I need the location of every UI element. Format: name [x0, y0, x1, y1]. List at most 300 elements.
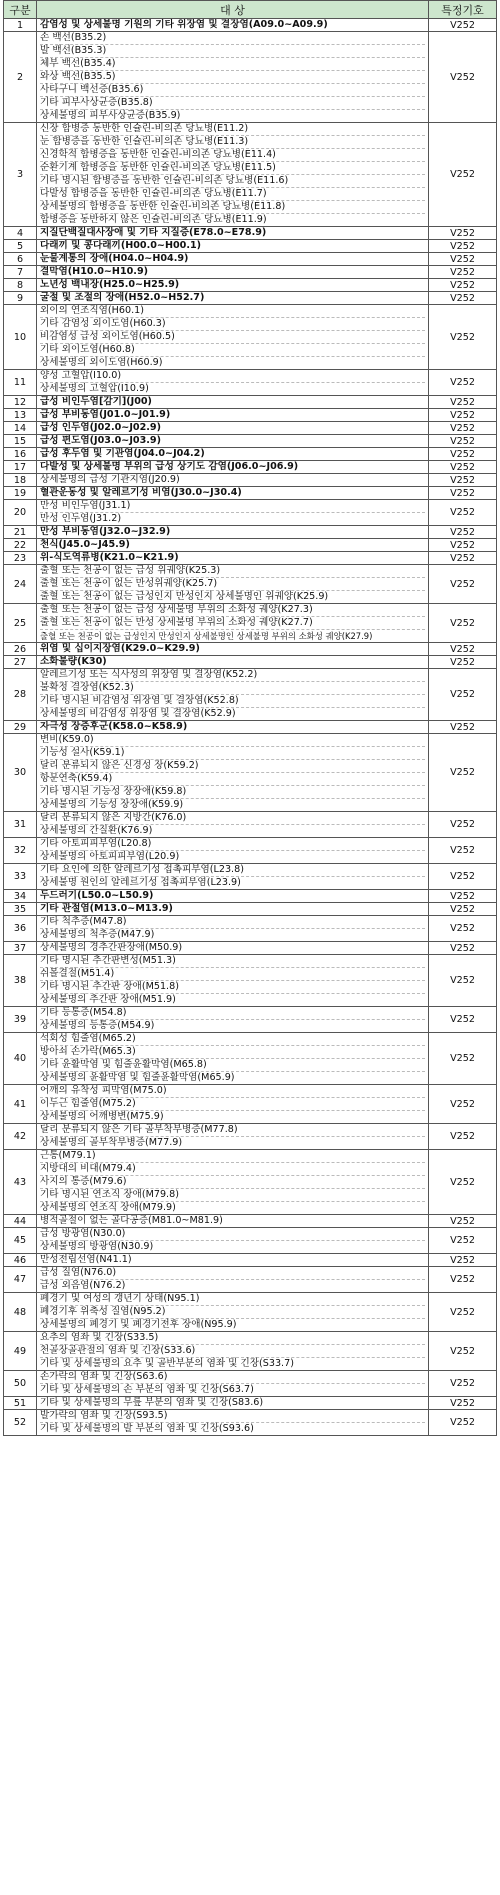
row-code: V252: [429, 604, 497, 643]
table-row: [4, 1085, 497, 1124]
row-code: V252: [429, 474, 497, 487]
row-number: 34: [4, 890, 37, 903]
target-item: 만성 비인두염(J31.1): [40, 500, 131, 511]
target-item: 만성전립선염(N41.1): [40, 1254, 132, 1265]
row-target: [37, 1332, 429, 1371]
table-row: [4, 409, 497, 422]
target-item: 손가락의 염좌 및 긴장(S63.6): [40, 1371, 168, 1382]
table-row: [4, 279, 497, 292]
target-item: 기타 명시된 비감염성 위장염 및 결장염(K52.8): [40, 694, 425, 707]
target-item: 상세불명의 아토피피부염(L20.9): [40, 850, 425, 863]
row-code: V252: [429, 656, 497, 669]
row-target: [37, 1293, 429, 1332]
row-number: 29: [4, 721, 37, 734]
target-item: 급성 비인두염[감기](J00): [40, 396, 152, 407]
row-number: 44: [4, 1215, 37, 1228]
row-number: 1: [4, 19, 37, 32]
table-row: [4, 552, 497, 565]
table-row: [4, 461, 497, 474]
target-item: 상세불명의 척추증(M47.9): [40, 928, 425, 941]
row-code: V252: [429, 240, 497, 253]
table-row: [4, 1371, 497, 1397]
row-code: V252: [429, 552, 497, 565]
target-item: 외이의 연조직염(H60.1): [40, 305, 144, 316]
target-item: 상세불명의 윤활막염 및 힘줄윤활막염(M65.9): [40, 1071, 425, 1084]
target-item: 상세불명의 폐경기 및 폐경기전후 장애(N95.9): [40, 1318, 425, 1331]
row-code: V252: [429, 955, 497, 1007]
row-code: V252: [429, 370, 497, 396]
target-item: 기타 명시된 추간판 장애(M51.8): [40, 980, 425, 993]
target-item: 사지의 통증(M79.6): [40, 1175, 425, 1188]
target-item: 기타 명시된 연조직 장애(M79.8): [40, 1188, 425, 1201]
target-item: 기타 및 상세불명의 요추 및 골반부분의 염좌 및 긴장(S33.7): [40, 1357, 425, 1370]
row-number: 38: [4, 955, 37, 1007]
row-code: V252: [429, 279, 497, 292]
row-target: [37, 396, 429, 409]
table-row: [4, 253, 497, 266]
target-item: 감염성 및 상세불명 기원의 기타 위장염 및 결장염(A09.0~A09.9): [40, 19, 328, 30]
row-target: [37, 734, 429, 812]
row-code: V252: [429, 1254, 497, 1267]
target-item: 와상 백선(B35.5): [40, 70, 425, 83]
table-row: [4, 474, 497, 487]
target-item: 기타 감염성 외이도염(H60.3): [40, 317, 425, 330]
table-row: [4, 838, 497, 864]
row-target: [37, 474, 429, 487]
row-number: 21: [4, 526, 37, 539]
header-no: 구분: [4, 1, 37, 19]
row-code: V252: [429, 422, 497, 435]
row-code: V252: [429, 1033, 497, 1085]
row-code: V252: [429, 734, 497, 812]
row-target: [37, 812, 429, 838]
table-row: [4, 370, 497, 396]
target-item: 기타 요인에 의한 알레르기성 접촉피부염(L23.8): [40, 864, 244, 875]
row-code: V252: [429, 1007, 497, 1033]
target-item: 상세불명의 어깨병변(M75.9): [40, 1110, 425, 1123]
row-number: 8: [4, 279, 37, 292]
target-item: 노년성 백내장(H25.0~H25.9): [40, 279, 180, 290]
row-code: V252: [429, 890, 497, 903]
target-item: 상세불명의 간질환(K76.9): [40, 824, 425, 837]
target-item: 기타 아토피피부염(L20.8): [40, 838, 152, 849]
target-item: 위-식도역류병(K21.0~K21.9): [40, 552, 179, 563]
row-target: [37, 240, 429, 253]
row-code: V252: [429, 409, 497, 422]
row-code: V252: [429, 32, 497, 123]
row-target: [37, 552, 429, 565]
row-code: V252: [429, 539, 497, 552]
table-row: [4, 1033, 497, 1085]
row-number: 25: [4, 604, 37, 643]
target-item: 발가락의 염좌 및 긴장(S93.5): [40, 1410, 168, 1421]
row-code: V252: [429, 227, 497, 240]
table-row: [4, 448, 497, 461]
row-target: [37, 292, 429, 305]
row-number: 16: [4, 448, 37, 461]
target-item: 상세불명 원인의 알레르기성 접촉피부염(L23.9): [40, 876, 425, 889]
target-item: 출혈 또는 천공이 없는 급성인지 만성인지 상세불명인 상세불명 부위의 소화성 궤양(K27.9): [40, 629, 425, 642]
target-item: 요추의 염좌 및 긴장(S33.5): [40, 1332, 159, 1343]
row-number: 22: [4, 539, 37, 552]
target-item: 기타 및 상세불명의 발 부분의 염좌 및 긴장(S93.6): [40, 1422, 425, 1435]
target-item: 출혈 또는 천공이 없는 급성 상세불명 부위의 소화성 궤양(K27.3): [40, 604, 313, 615]
row-code: V252: [429, 1293, 497, 1332]
target-item: 양성 고혈압(I10.0): [40, 370, 122, 381]
row-number: 43: [4, 1150, 37, 1215]
row-number: 26: [4, 643, 37, 656]
row-target: [37, 1124, 429, 1150]
target-item: 출혈 또는 천공이 없는 만성 상세불명 부위의 소화성 궤양(K27.7): [40, 616, 425, 629]
row-number: 23: [4, 552, 37, 565]
row-code: V252: [429, 1397, 497, 1410]
row-target: [37, 1267, 429, 1293]
target-item: 사타구니 백선증(B35.6): [40, 83, 425, 96]
table-row: [4, 422, 497, 435]
target-item: 상세불명의 합병증을 동반한 인슐린-비의존 당뇨병(E11.8): [40, 200, 425, 213]
row-number: 37: [4, 942, 37, 955]
row-code: V252: [429, 903, 497, 916]
target-item: 만성 인두염(J31.2): [40, 512, 425, 525]
row-number: 4: [4, 227, 37, 240]
table-row: [4, 864, 497, 890]
row-number: 47: [4, 1267, 37, 1293]
row-target: [37, 32, 429, 123]
table-row: [4, 955, 497, 1007]
row-number: 11: [4, 370, 37, 396]
table-row: [4, 396, 497, 409]
row-number: 46: [4, 1254, 37, 1267]
target-item: 만성 부비동염(J32.0~J32.9): [40, 526, 171, 537]
row-target: [37, 422, 429, 435]
row-number: 39: [4, 1007, 37, 1033]
row-number: 49: [4, 1332, 37, 1371]
row-code: V252: [429, 838, 497, 864]
row-code: V252: [429, 565, 497, 604]
table-row: [4, 240, 497, 253]
header-code: 특정기호: [429, 1, 497, 19]
table-row: [4, 435, 497, 448]
target-item: 상세불명의 연조직 장애(M79.9): [40, 1201, 425, 1214]
row-target: [37, 227, 429, 240]
row-target: [37, 838, 429, 864]
target-item: 불확정 결장염(K52.3): [40, 681, 425, 694]
target-item: 알레르기성 또는 식사성의 위장염 및 결장염(K52.2): [40, 669, 258, 680]
target-item: 상세불명의 피부사상균증(B35.9): [40, 109, 425, 122]
table-row: [4, 266, 497, 279]
row-number: 40: [4, 1033, 37, 1085]
row-target: [37, 565, 429, 604]
table-row: [4, 305, 497, 370]
row-target: [37, 916, 429, 942]
table-row: [4, 916, 497, 942]
target-item: 눈물계통의 장애(H04.0~H04.9): [40, 253, 189, 264]
row-target: [37, 1410, 429, 1436]
target-item: 신장 합병증 동반한 인슐린-비의존 당뇨병(E11.2): [40, 123, 249, 134]
row-target: [37, 864, 429, 890]
row-number: 30: [4, 734, 37, 812]
target-item: 체부 백선(B35.4): [40, 57, 425, 70]
target-item: 손 백선(B35.2): [40, 32, 107, 43]
table-row: [4, 487, 497, 500]
target-item: 출혈 또는 천공이 없는 급성 위궤양(K25.3): [40, 565, 221, 576]
table-row: [4, 292, 497, 305]
row-number: 6: [4, 253, 37, 266]
target-item: 상세불명의 추간판 장애(M51.9): [40, 993, 425, 1006]
row-code: V252: [429, 266, 497, 279]
table-row: [4, 656, 497, 669]
target-item: 기타 명시된 합병증을 동반한 인슐린-비의존 당뇨병(E11.6): [40, 174, 425, 187]
table-row: [4, 1332, 497, 1371]
row-number: 48: [4, 1293, 37, 1332]
target-item: 천골장골관절의 염좌 및 긴장(S33.6): [40, 1344, 425, 1357]
table-row: [4, 890, 497, 903]
row-code: V252: [429, 123, 497, 227]
row-target: [37, 604, 429, 643]
target-item: 기타 및 상세불명의 무릎 부분의 염좌 및 긴장(S83.6): [40, 1397, 264, 1408]
table-row: [4, 19, 497, 32]
target-item: 소화불량(K30): [40, 656, 107, 667]
row-target: [37, 461, 429, 474]
target-item: 폐경기 및 여성의 갱년기 상태(N95.1): [40, 1293, 200, 1304]
row-code: V252: [429, 435, 497, 448]
row-code: V252: [429, 669, 497, 721]
target-item: 상세불명의 경추간판장애(M50.9): [40, 942, 183, 953]
row-target: [37, 903, 429, 916]
target-item: 발 백선(B35.3): [40, 44, 425, 57]
target-item: 혈관운동성 및 알레르기성 비염(J30.0~J30.4): [40, 487, 242, 498]
table-row: [4, 500, 497, 526]
target-item: 눈 합병증을 동반한 인슐린-비의존 당뇨병(E11.3): [40, 135, 425, 148]
row-code: V252: [429, 487, 497, 500]
target-item: 순환기계 합병증을 동반한 인슐린-비의존 당뇨병(E11.5): [40, 161, 425, 174]
target-item: 급성 질염(N76.0): [40, 1267, 117, 1278]
table-row: [4, 1150, 497, 1215]
row-code: V252: [429, 916, 497, 942]
row-target: [37, 1085, 429, 1124]
target-item: 결막염(H10.0~H10.9): [40, 266, 149, 277]
target-item: 이두근 힘줄염(M75.2): [40, 1097, 425, 1110]
row-number: 24: [4, 565, 37, 604]
row-number: 18: [4, 474, 37, 487]
row-number: 7: [4, 266, 37, 279]
row-number: 32: [4, 838, 37, 864]
row-code: V252: [429, 500, 497, 526]
row-code: V252: [429, 253, 497, 266]
table-row: [4, 123, 497, 227]
row-target: [37, 19, 429, 32]
target-item: 출혈 또는 천공이 없는 만성위궤양(K25.7): [40, 577, 425, 590]
target-item: 위염 및 십이지장염(K29.0~K29.9): [40, 643, 200, 654]
target-item: 달리 분류되지 않은 지방간(K76.0): [40, 812, 187, 823]
table-row: [4, 1410, 497, 1436]
row-number: 2: [4, 32, 37, 123]
target-item: 기타 관절염(M13.0~M13.9): [40, 903, 173, 914]
table-row: [4, 1215, 497, 1228]
row-target: [37, 448, 429, 461]
target-item: 어깨의 유착성 피막염(M75.0): [40, 1085, 167, 1096]
row-code: V252: [429, 721, 497, 734]
row-code: V252: [429, 305, 497, 370]
table-row: [4, 903, 497, 916]
target-item: 방아쇠 손가락(M65.3): [40, 1045, 425, 1058]
target-item: 달리 분류되지 않은 기타 골부착부병증(M77.8): [40, 1124, 238, 1135]
row-code: V252: [429, 396, 497, 409]
row-number: 3: [4, 123, 37, 227]
row-code: V252: [429, 461, 497, 474]
row-number: 20: [4, 500, 37, 526]
row-target: [37, 1228, 429, 1254]
row-target: [37, 500, 429, 526]
target-item: 급성 후두염 및 기관염(J04.0~J04.2): [40, 448, 205, 459]
row-target: [37, 1254, 429, 1267]
row-code: V252: [429, 1410, 497, 1436]
row-code: V252: [429, 864, 497, 890]
target-item: 급성 인두염(J02.0~J02.9): [40, 422, 161, 433]
target-item: 천식(J45.0~J45.9): [40, 539, 130, 550]
row-code: V252: [429, 643, 497, 656]
target-item: 상세불명의 급성 기관지염(J20.9): [40, 474, 180, 485]
table-row: [4, 669, 497, 721]
table-row: [4, 1397, 497, 1410]
table-row: [4, 539, 497, 552]
row-number: 45: [4, 1228, 37, 1254]
row-number: 17: [4, 461, 37, 474]
row-target: [37, 1371, 429, 1397]
row-target: [37, 656, 429, 669]
row-target: [37, 942, 429, 955]
table-row: [4, 604, 497, 643]
target-item: 신경학적 합병증을 동반한 인슐린-비의존 당뇨병(E11.4): [40, 148, 425, 161]
row-code: V252: [429, 1267, 497, 1293]
row-target: [37, 487, 429, 500]
target-item: 기타 및 상세불명의 손 부분의 염좌 및 긴장(S63.7): [40, 1383, 425, 1396]
target-item: 합병증을 동반하지 않은 인슐린-비의존 당뇨병(E11.9): [40, 213, 425, 226]
row-target: [37, 539, 429, 552]
target-item: 상세불명의 비감염성 위장염 및 결장염(K52.9): [40, 707, 425, 720]
row-target: [37, 1215, 429, 1228]
target-item: 상세불명의 기능성 장장애(K59.9): [40, 798, 425, 811]
row-code: V252: [429, 1371, 497, 1397]
row-number: 50: [4, 1371, 37, 1397]
table-row: [4, 812, 497, 838]
row-target: [37, 279, 429, 292]
target-item: 급성 편도염(J03.0~J03.9): [40, 435, 161, 446]
target-item: 기타 피부사상균증(B35.8): [40, 96, 425, 109]
table-row: [4, 1293, 497, 1332]
row-target: [37, 890, 429, 903]
row-number: 42: [4, 1124, 37, 1150]
row-number: 35: [4, 903, 37, 916]
table-row: [4, 1254, 497, 1267]
row-number: 33: [4, 864, 37, 890]
table-row: [4, 1228, 497, 1254]
target-item: 급성 외음염(N76.2): [40, 1279, 425, 1292]
row-target: [37, 721, 429, 734]
row-number: 14: [4, 422, 37, 435]
row-target: [37, 526, 429, 539]
target-item: 굴절 및 조절의 장애(H52.0~H52.7): [40, 292, 205, 303]
row-target: [37, 370, 429, 396]
target-item: 기능성 설사(K59.1): [40, 746, 425, 759]
row-target: [37, 669, 429, 721]
row-code: V252: [429, 19, 497, 32]
row-number: 31: [4, 812, 37, 838]
target-item: 기타 척추증(M47.8): [40, 916, 127, 927]
table-row: [4, 942, 497, 955]
table-header: [4, 1, 497, 19]
target-item: 상세불명의 등통증(M54.9): [40, 1019, 425, 1032]
target-item: 상세불명의 방광염(N30.9): [40, 1240, 425, 1253]
target-item: 상세불명의 골부착부병증(M77.9): [40, 1136, 425, 1149]
row-number: 5: [4, 240, 37, 253]
target-item: 병적골절이 없는 골다공증(M81.0~M81.9): [40, 1215, 223, 1226]
target-item: 상세불명의 고혈압(I10.9): [40, 382, 425, 395]
target-item: 변비(K59.0): [40, 734, 94, 745]
row-target: [37, 1150, 429, 1215]
row-number: 36: [4, 916, 37, 942]
table-row: [4, 526, 497, 539]
target-item: 급성 방광염(N30.0): [40, 1228, 126, 1239]
row-code: V252: [429, 812, 497, 838]
target-item: 다발성 및 상세불명 부위의 급성 상기도 감염(J06.0~J06.9): [40, 461, 299, 472]
target-item: 출혈 또는 천공이 없는 급성인지 만성인지 상세불명인 위궤양(K25.9): [40, 590, 425, 603]
target-item: 달리 분류되지 않은 신경성 장(K59.2): [40, 759, 425, 772]
table-row: [4, 565, 497, 604]
target-item: 기타 명시된 기능성 장장애(K59.8): [40, 785, 425, 798]
row-code: V252: [429, 1332, 497, 1371]
row-target: [37, 253, 429, 266]
table-row: [4, 1267, 497, 1293]
row-target: [37, 643, 429, 656]
table-row: [4, 734, 497, 812]
table-row: [4, 32, 497, 123]
row-target: [37, 955, 429, 1007]
target-item: 기타 외이도염(H60.8): [40, 343, 425, 356]
target-item: 비감염성 급성 외이도염(H60.5): [40, 330, 425, 343]
row-number: 9: [4, 292, 37, 305]
header-target: 대 상: [37, 1, 429, 19]
row-code: V252: [429, 526, 497, 539]
target-item: 다발성 합병증을 동반한 인슐린-비의존 당뇨병(E11.7): [40, 187, 425, 200]
row-number: 28: [4, 669, 37, 721]
row-number: 52: [4, 1410, 37, 1436]
table-row: [4, 1124, 497, 1150]
row-target: [37, 1033, 429, 1085]
row-number: 41: [4, 1085, 37, 1124]
table-row: [4, 643, 497, 656]
row-target: [37, 266, 429, 279]
target-item: 두드러기(L50.0~L50.9): [40, 890, 154, 901]
row-code: V252: [429, 292, 497, 305]
target-item: 지질단백질대사장애 및 기타 지질증(E78.0~E78.9): [40, 227, 267, 238]
table-row: [4, 227, 497, 240]
row-target: [37, 1397, 429, 1410]
row-number: 19: [4, 487, 37, 500]
row-code: V252: [429, 942, 497, 955]
target-item: 항문연축(K59.4): [40, 772, 425, 785]
target-item: 쉬몰결절(M51.4): [40, 967, 425, 980]
target-item: 급성 부비동염(J01.0~J01.9): [40, 409, 171, 420]
row-number: 15: [4, 435, 37, 448]
row-code: V252: [429, 1215, 497, 1228]
row-code: V252: [429, 1124, 497, 1150]
row-target: [37, 435, 429, 448]
row-target: [37, 1007, 429, 1033]
target-item: 기타 등통증(M54.8): [40, 1007, 127, 1018]
target-item: 상세불명의 외이도염(H60.9): [40, 356, 425, 369]
row-code: V252: [429, 1228, 497, 1254]
